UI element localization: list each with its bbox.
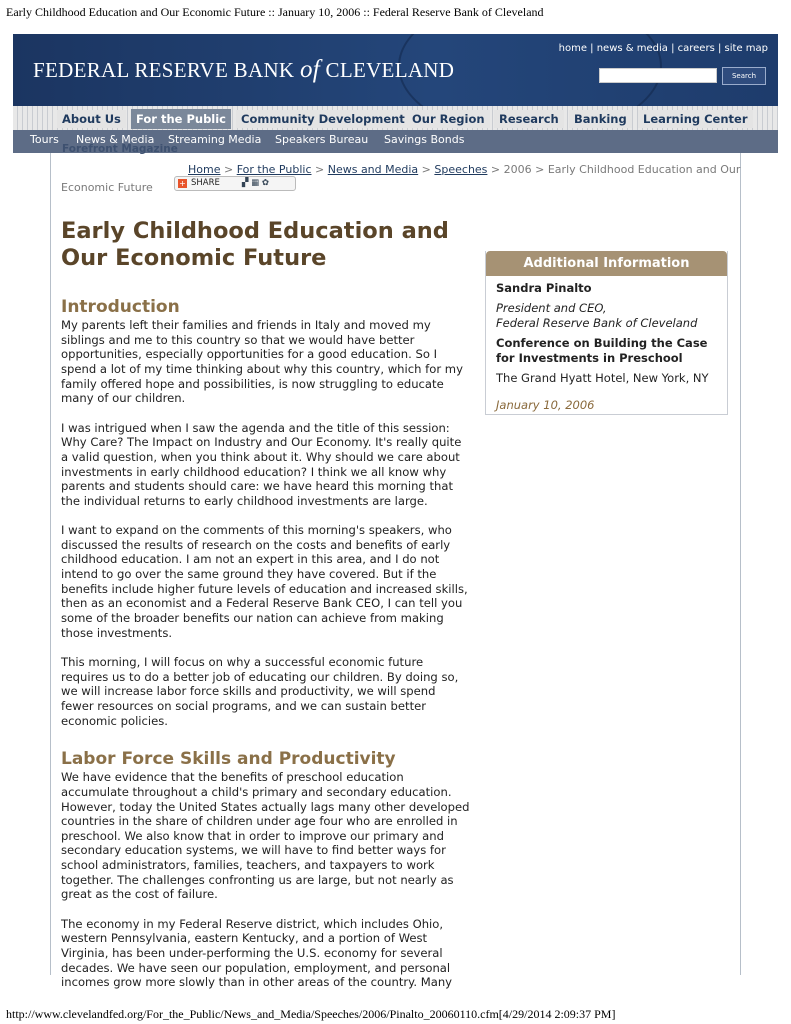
nav-learning-center[interactable]: Learning Center [638,110,753,128]
nav-banking[interactable]: Banking [569,110,632,128]
paragraph: I want to expand on the comments of this morning's speakers, who discussed the results of research on the costs and benefits of early childhood education. I am not an expert in this area, and I do not intend to go over the same ground they have covered. But if the benefits include higher future levels of education and increased skills, then as an economist and a Federal Reserve Bank CEO, I can tell you some of the broader benefits our nation can achieve from making those investments. [61,523,468,640]
subnav-news-media[interactable]: News & Media [76,133,155,146]
event-name: Conference on Building the Case for Investments in Preschool [496,336,708,365]
util-sitemap-link[interactable]: site map [724,43,768,54]
subnav-speakers-bureau[interactable]: Speakers Bureau [275,133,369,146]
social-icons: ▞ ▦ ✿ [241,178,269,188]
nav-about-us[interactable]: About Us [57,110,126,128]
util-home-link[interactable]: home [558,43,587,54]
additional-info-heading: Additional Information [486,251,727,276]
logo[interactable]: FEDERAL RESERVE BANK of CLEVELAND [33,56,455,83]
subnav-savings-bonds[interactable]: Savings Bonds [384,133,465,146]
breadcrumb-speeches[interactable]: Speeches [434,163,488,176]
breadcrumb: Home > For the Public > News and Media > Speeches > 2006 > Early Childhood Education and Our [188,163,741,176]
main-nav [13,106,778,130]
paragraph: We have evidence that the benefits of preschool education accumulate throughout a child's primary and secondary education. However, today the United States actually lags many other developed countries in the share of children under age four who are enrolled in preschool. We also know that in order to improve our primary and secondary education systems, we will have to find better ways for school administrators, families, teachers, and taxpayers to work together. The challenges confronting us are large, but not nearly as great as the cost of failure. [61,770,470,902]
utility-links: home | news & media | careers | site map [558,43,768,54]
event-date: January 10, 2006 [496,398,595,412]
additional-info-box [485,251,728,415]
breadcrumb-current-cont: Economic Future [61,181,153,194]
nav-community-development[interactable]: Community Development [236,110,410,128]
subnav-forefront-magazine[interactable]: Forefront Magazine [62,143,178,155]
nav-our-region[interactable]: Our Region [407,110,490,128]
speaker-role: President and CEO, Federal Reserve Bank of Cleveland [496,301,698,330]
util-careers-link[interactable]: careers [677,43,715,54]
section-heading: Labor Force Skills and Productivity [61,749,396,770]
util-news-link[interactable]: news & media [596,43,668,54]
search-input[interactable] [599,68,717,83]
breadcrumb-for-the-public[interactable]: For the Public [236,163,312,176]
share-plus-icon: + [179,179,186,188]
event-venue: The Grand Hyatt Hotel, New York, NY [496,371,709,385]
site-header [13,34,778,106]
breadcrumb-news-and-media[interactable]: News and Media [327,163,419,176]
nav-research[interactable]: Research [494,110,564,128]
breadcrumb-year: 2006 [503,163,532,176]
breadcrumb-home[interactable]: Home [188,163,221,176]
section-heading: Introduction [61,297,180,317]
page-title: Early Childhood Education and Our Economic Future [61,218,449,271]
search-button[interactable]: Search [722,67,766,85]
page-url-footer: http://www.clevelandfed.org/For_the_Public/News_and_Media/Speeches/2006/Pinalto_20060110.cfm[4/29/2014 2:09:37 PM] [6,1007,616,1021]
paragraph: This morning, I will focus on why a successful economic future requires us to do a better job of educating our children. By doing so, we will increase labor force skills and productivity, we will spend fewer resources on social programs, and we can sustain better economic policies. [61,654,459,728]
speech-body [61,296,471,1005]
subnav-streaming-media[interactable]: Streaming Media [168,133,262,146]
nav-for-the-public[interactable]: For the Public [131,109,231,129]
document-title: Early Childhood Education and Our Economic Future :: January 10, 2006 :: Federal Reserve Bank of Cleveland [6,5,544,19]
share-button[interactable]: + SHARE ▞ ▦ ✿ [174,176,296,191]
paragraph: The economy in my Federal Reserve district, which includes Ohio, western Pennsylvania, eastern Kentucky, and a portion of West Virginia, has been under-performing the U.S. economy for several decades. We have seen our population, employment, and personal incomes grow more slowly than in other areas of the country. Many [61,916,453,990]
paragraph: My parents left their families and friends in Italy and moved my siblings and me to this country so that we would have better opportunities, especially opportunities for a good education. So I spend a lot of my time thinking about why this country, which for my family offered hope and possibilities, is now struggling to educate many of our children. [61,318,463,406]
breadcrumb-current: Early Childhood Education and Our [547,163,741,176]
paragraph: I was intrigued when I saw the agenda and the title of this session: Why Care? The Impact on Industry and Our Economy. It's really quite a valid question, when you think about it. Why should we care about investments in early childhood education? I think we all know why parents and students should care: we have heard this morning that the individual returns to early childhood investments are large. [61,420,462,508]
speaker-name: Sandra Pinalto [496,281,592,295]
subnav-tours[interactable]: Tours [30,133,59,146]
